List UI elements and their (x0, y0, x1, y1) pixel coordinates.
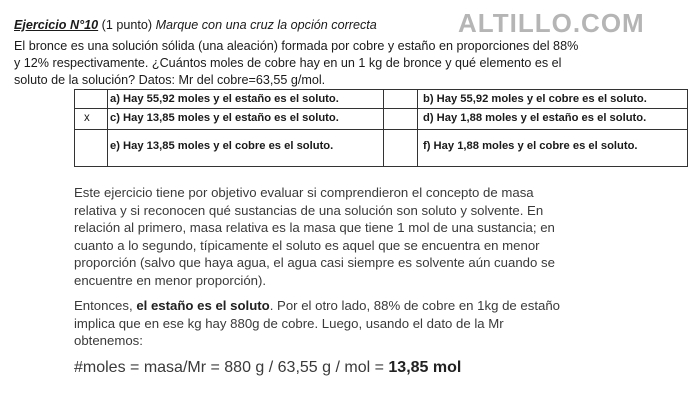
statement-line: El bronce es una solución sólida (una aleación) formada por cobre y estaño en proporciones del 88% (14, 39, 579, 53)
explanation-line: proporción (salvo que haya agua, el agua casi siempre es solvente aún cuando se (74, 255, 555, 270)
watermark-logo: ALTILLO.COM (458, 8, 645, 38)
explanation-line (74, 297, 614, 315)
selected-mark: x (84, 112, 90, 124)
option-b[interactable]: b) Hay 55,92 moles y el cobre es el soluto. (423, 93, 647, 105)
explanation-text: Entonces, (74, 298, 137, 313)
formula-result: 13,85 mol (388, 359, 462, 376)
explanation-line: obtenemos: (74, 333, 143, 348)
explanation-line: encuentre en menor proporción). (74, 272, 267, 288)
explanation-paragraph-2 (74, 297, 614, 350)
option-a[interactable]: a) Hay 55,92 moles y el estaño es el soluto. (110, 93, 339, 105)
explanation-text: . Por el otro lado, 88% de cobre en 1kg de estaño (269, 298, 561, 313)
option-e[interactable]: e) Hay 13,85 moles y el cobre es el soluto. (110, 140, 334, 152)
option-d[interactable]: d) Hay 1,88 moles y el estaño es el soluto. (423, 112, 647, 124)
option-f[interactable]: f) Hay 1,88 moles y el cobre es el soluto. (423, 140, 638, 152)
exercise-instruction: Marque con una cruz la opción correcta (155, 18, 377, 32)
formula-text: #moles = masa/Mr = 880 g / 63,55 g / mol = (74, 359, 389, 376)
explanation-line: implica que en ese kg hay 880g de cobre. Luego, usando el dato de la Mr (74, 315, 504, 331)
explanation-line: Este ejercicio tiene por objetivo evaluar si comprendieron el concepto de masa (74, 185, 534, 200)
options-table (74, 89, 688, 167)
statement-line: soluto de la solución? Datos: Mr del cobre=63,55 g/mol. (14, 73, 326, 87)
explanation-line: cuanto a lo segundo, típicamente el soluto es aquel que se encuentra en menor (74, 237, 540, 253)
exercise-header (14, 18, 377, 32)
solute-conclusion: el estaño es el soluto (136, 298, 270, 313)
explanation-line: relación al primero, masa relativa es la masa que tiene 1 mol de una sustancia; en (74, 220, 555, 235)
statement-line: y 12% respectivamente. ¿Cuántos moles de cobre hay en un 1 kg de bronce y qué elemento es el (14, 56, 562, 70)
exercise-points: (1 punto) (101, 18, 153, 32)
explanation-paragraph-1 (74, 184, 614, 289)
option-c[interactable]: c) Hay 13,85 moles y el estaño es el soluto. (110, 112, 339, 124)
moles-formula (74, 359, 461, 377)
exercise-statement (14, 38, 614, 89)
exercise-title: Ejercicio N°10 (14, 18, 99, 32)
explanation-line: relativa y si reconocen qué sustancias de una solución son soluto y solvente. En (74, 202, 544, 218)
